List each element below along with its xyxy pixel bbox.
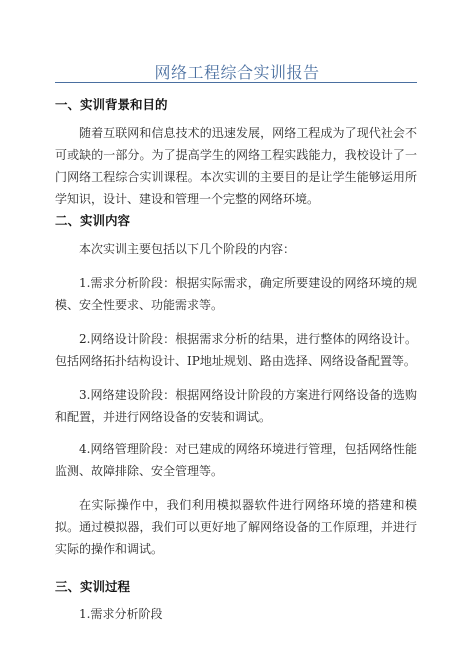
- document-title: 网络工程综合实训报告: [154, 63, 320, 82]
- paragraph-content-intro: 本次实训主要包括以下几个阶段的内容：: [79, 242, 296, 256]
- paragraph-process-stage1: 1.需求分析阶段: [79, 607, 163, 621]
- paragraph-stage-construction: 3.网络建设阶段：根据网络设计阶段的方案进行网络设备的选购和配置，并进行网络设备的安装和调试。: [55, 388, 417, 424]
- section-heading-process: 三、实训过程: [55, 579, 131, 594]
- paragraph-stage-management: 4.网络管理阶段：对已建成的网络环境进行管理，包括网络性能监测、故障排除、安全管理等。: [55, 442, 417, 478]
- paragraph-background: 随着互联网和信息技术的迅速发展，网络工程成为了现代社会不可或缺的一部分。为了提高学生的网络工程实践能力，我校设计了一门网络工程综合实训课程。本次实训的主要目的是让学生能够运用所学知识，设计、建设和管理一个完整的网络环境。: [55, 126, 417, 206]
- section-heading-content: 二、实训内容: [55, 213, 131, 228]
- section-heading-background: 一、实训背景和目的: [55, 97, 168, 112]
- paragraph-stage-requirements: 1.需求分析阶段：根据实际需求，确定所要建设的网络环境的规模、安全性要求、功能需求等。: [55, 276, 417, 312]
- title-underline: [55, 82, 417, 83]
- paragraph-simulator: 在实际操作中，我们利用模拟器软件进行网络环境的搭建和模拟。通过模拟器，我们可以更好地了解网络设备的工作原理，并进行实际的操作和调试。: [55, 498, 417, 556]
- paragraph-stage-design: 2.网络设计阶段：根据需求分析的结果，进行整体的网络设计。包括网络拓扑结构设计、IP地址规划、路由选择、网络设备配置等。: [55, 332, 417, 368]
